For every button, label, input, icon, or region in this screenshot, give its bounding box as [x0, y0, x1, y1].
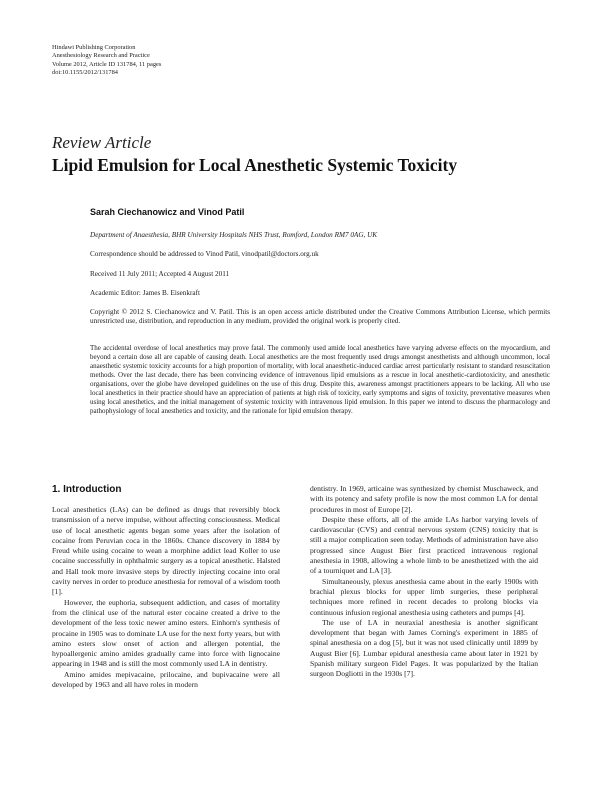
paragraph: Amino amides mepivacaine, prilocaine, and bupivacaine were all developed by 1963 and all have roles in modern: [52, 669, 280, 690]
author-list: Sarah Ciechanowicz and Vinod Patil: [90, 207, 245, 217]
paragraph: Simultaneously, plexus anesthesia came about in the early 1900s with brachial plexus blocks for upper limb surgeries, these peripheral techniques more refined in recent decades to prolong blocks via continuous infusion regional anesthesia using catheters and pumps [4].: [310, 576, 538, 617]
received-accepted-dates: Received 11 July 2011; Accepted 4 August 2011: [90, 270, 230, 278]
abstract: The accidental overdose of local anesthetics may prove fatal. The commonly used amide local anesthetics have varying adverse effects on the myocardium, and beyond a certain dose all are capable of causing death. Local anesthetics are the most frequently used drugs amongst anesthetists and although uncommon, local anaesthetic systemic toxicity accounts for a high proportion of mortality, with local anaesthetic-induced cardiac arrest particularly resistant to standard resuscitation methods. Over the last decade, there has been convincing evidence of intravenous lipid emulsions as a rescue in local anesthetic-cardiotoxicity, and anesthetic organisations, over the globe have developed guidelines on the use of this drug. Despite this, awareness amongst practitioners appears to be lacking. All who use local anesthetics in their practice should have an appreciation of patients at high risk of toxicity, early symptoms and signs of toxicity, preventative measures when using local anesthetics, and the initial management of systemic toxicity with intravenous lipid emulsion. In this paper we intend to discuss the pharmacology and pathophysiology of local anesthetics and toxicity, and the rationale for lipid emulsion therapy.: [90, 344, 550, 415]
affiliation: Department of Anaesthesia, BHR University Hospitals NHS Trust, Romford, London RM7 0AG, UK: [90, 231, 378, 239]
article-title: Lipid Emulsion for Local Anesthetic Systemic Toxicity: [52, 155, 458, 175]
copyright-notice: Copyright © 2012 S. Ciechanowicz and V. Patil. This is an open access article distributed under the Creative Commons Attribution License, which permits unrestricted use, distribution, and reproduction in any medium, provided the original work is properly cited.: [90, 308, 550, 325]
publisher-name: Hindawi Publishing Corporation: [52, 44, 136, 51]
journal-name: Anesthesiology Research and Practice: [52, 52, 150, 60]
paragraph: However, the euphoria, subsequent addiction, and cases of mortality from the clinical use of the natural ester cocaine created a drive to the development of the less toxic newer amino esters. Einhorn's synthesis of procaine in 1905 was to dominate LA use for the next forty years, but with amino esters slow onset of action and allergen potential, the hypoallergenic amino amides gradually came into force with lignocaine appearing in 1948 and is still the most commonly used LA in dentistry.: [52, 597, 280, 669]
volume-info: Volume 2012, Article ID 131784, 11 pages: [52, 60, 162, 68]
paragraph: dentistry. In 1969, articaine was synthesized by chemist Muschaweck, and with its potency and safety profile is now the most common LA for dental procedures in most of Europe [2].: [310, 484, 538, 514]
paragraph: Local anesthetics (LAs) can be defined as drugs that reversibly block transmission of a nerve impulse, without affecting consciousness. Medical use of local anesthetic agents began some years after the isolation of cocaine from Peruvian coca in the 1860s. Chance discovery in 1884 by Freud while using cocaine to wean a morphine addict lead Koller to use cocaine successfully in ophthalmic surgery as a topical anesthetic. Halsted and Hall took more invasive steps by directly injecting cocaine into oral cavity nerves in order to produce anesthesia for removal of a wisdom tooth [1].: [52, 505, 280, 597]
correspondence: Correspondence should be addressed to Vinod Patil, vinodpatil@doctors.org.uk: [90, 250, 319, 258]
article-type: Review Article: [52, 133, 152, 152]
section-heading: 1. Introduction: [52, 484, 122, 495]
left-column: [52, 505, 280, 690]
journal-header: [52, 44, 352, 78]
academic-editor: Academic Editor: James B. Eisenkraft: [90, 289, 200, 297]
doi: doi:10.1155/2012/131784: [52, 69, 118, 77]
right-column: [310, 484, 538, 680]
paragraph: The use of LA in neuraxial anesthesia is another significant development that began with James Corning's experiment in 1885 of spinal anesthesia on a dog [5], but it was not used clinically until 1899 by August Bier [6]. Lumbar epidural anesthesia came about later in 1921 by Spanish military surgeon Fidel Pages. It was popularized by the Italian surgeon Dogliotti in the 1930s [7].: [310, 617, 538, 679]
paragraph: Despite these efforts, all of the amide LAs harbor varying levels of cardiovascular (CVS) and central nervous system (CNS) toxicity that is still a major complication seen today. Methods of administration have also progressed since August Bier first practiced intravenous regional anesthesia in 1908, allowing a whole limb to be anesthetized with the aid of a tourniquet and LA [3].: [310, 514, 538, 576]
